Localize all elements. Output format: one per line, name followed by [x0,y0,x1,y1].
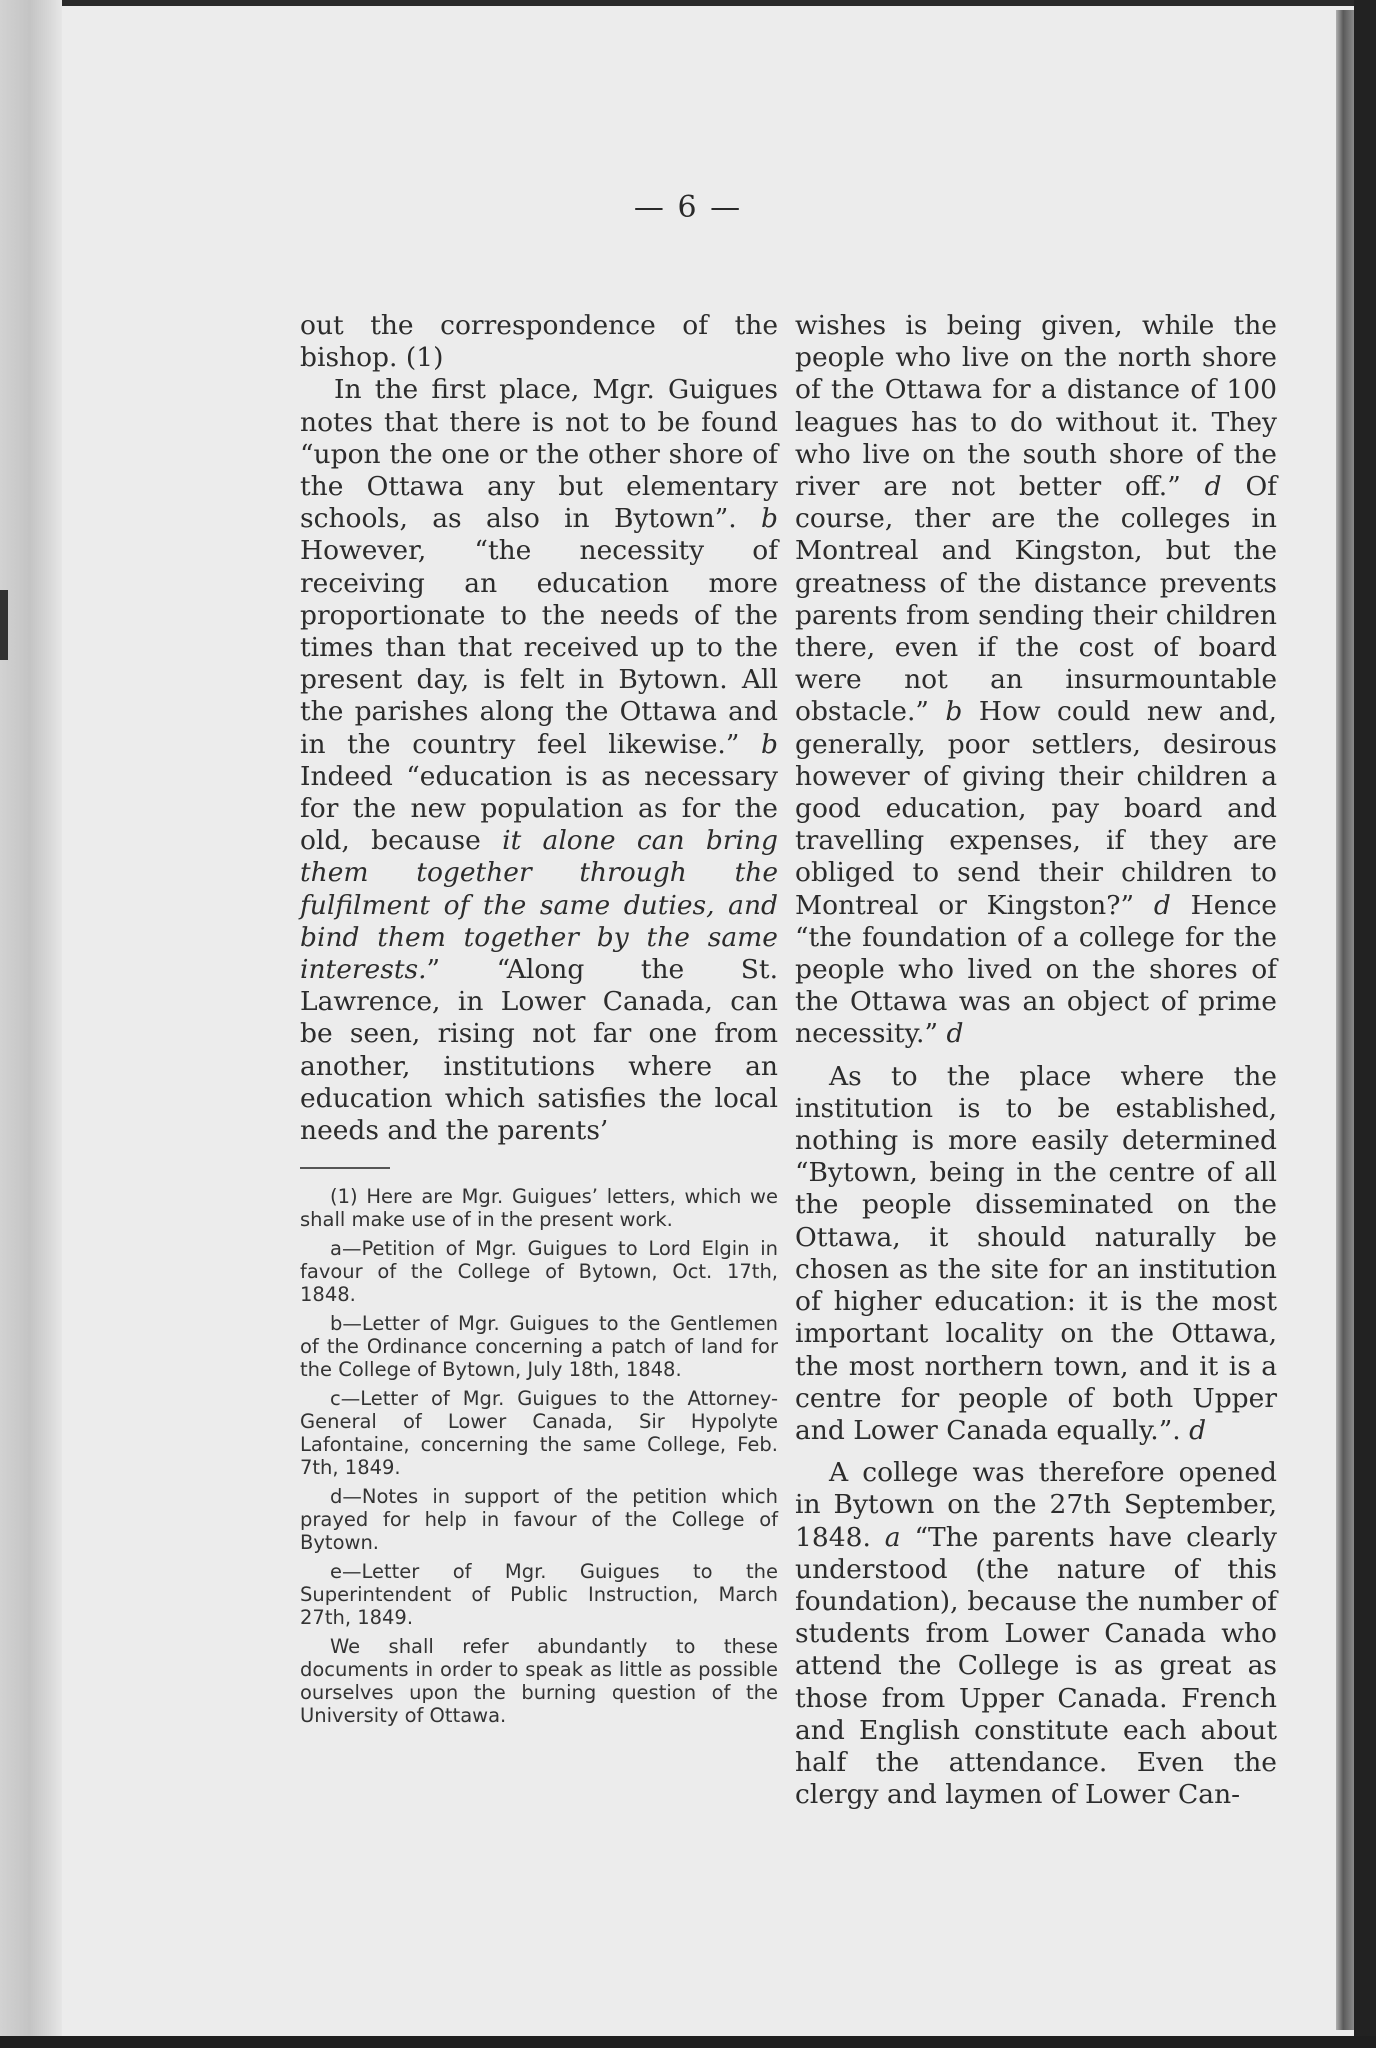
paragraph-continued: wishes is being given, while the people who live on the north shore of the Ottawa for a distance of 100 leagues has to do without it. They who live on the south shore of the river are not better off.” d Of course, ther are the colleges in Montreal and Kingston, but the greatness of the distance prevents parents from sending their children there, even if the cost of board were not an insurmountable obstacle.” b How could new and, generally, poor settlers, desirous however of giving their children a good education, pay board and travelling expenses, if they are obliged to send their children to Montreal or Kingston?” d Hence “the foundation of a college for the people who lived on the shores of the Ottawa was an object of prime necessity.” d [795,310,1277,1050]
footnote: a—Petition of Mgr. Guigues to Lord Elgin in favour of the College of Bytown, Oct. 17th, 1848. [300,1237,778,1307]
scan-right-border [1354,0,1376,2048]
footnote-ref: b [945,696,963,728]
scan-bottom-edge [0,2036,1376,2048]
left-column [300,310,778,1733]
binding-margin [0,0,62,2048]
footnote: We shall refer abundantly to these documents in order to speak as little as possible ourselves upon the burning question of the University of Ottawa. [300,1635,778,1728]
paragraph-guigues-notes: In the first place, Mgr. Guigues notes that there is not to be found “upon the one or the other shore of the Ottawa any but elementary schools, as also in Bytown”. b However, “the necessity of receiving an education more proportionate to the needs of the times than that received up to the present day, is felt in Bytown. All the parishes along the Ottawa and in the country feel likewise.” b Indeed “education is as necessary for the new population as for the old, because it alone can bring them together through the fulfilment of the same duties, and bind them together by the same interests.” “Along the St. Lawrence, in Lower Canada, can be seen, rising not far one from another, institutions where an education which satisfies the local needs and the parents’ [300,374,778,1147]
footnote-divider [300,1167,390,1169]
page-number: — 6 — [633,190,743,225]
footnotes [300,1185,778,1727]
footnote-ref: d [1153,889,1171,921]
paragraph-continued: out the correspondence of the bishop. (1) [300,310,778,374]
footnote-ref: a [884,1521,901,1553]
binding-mark [0,590,8,660]
footnote: (1) Here are Mgr. Guigues’ letters, which we shall make use of in the present work. [300,1185,778,1232]
footnote: e—Letter of Mgr. Guigues to the Superintendent of Public Instruction, March 27th, 1849. [300,1560,778,1630]
footnote-ref: d [946,1018,964,1050]
footnote-ref: b [761,503,778,535]
footnote-ref: b [761,728,778,760]
page-edge-shadow [1336,10,1354,2030]
footnote: b—Letter of Mgr. Guigues to the Gentlemen of the Ordinance concerning a patch of land for the College of Bytown, July 18th, 1848. [300,1312,778,1382]
footnote: d—Notes in support of the petition which prayed for help in favour of the College of Bytown. [300,1485,778,1555]
scan-top-edge [0,0,1376,6]
right-column [795,310,1277,1811]
footnote: c—Letter of Mgr. Guigues to the Attorney-General of Lower Canada, Sir Hypolyte Lafontaine, concerning the same College, Feb. 7th, 1849. [300,1387,778,1480]
paragraph-college-opened: A college was therefore opened in Bytown on the 27th September, 1848. a “The parents have clearly understood (the nature of this foundation), because the number of students from Lower Canada who attend the College is as great as those from Upper Canada. French and English constitute each about half the attendance. Even the clergy and laymen of Lower Can- [795,1457,1277,1811]
footnote-ref: d [1189,1414,1207,1446]
italic-quote: it alone can bring them together through the fulfilment of the same duties, and bind them together by the same interests. [300,825,778,986]
footnote-ref: d [1204,471,1222,503]
paragraph-site-bytown: As to the place where the institution is to be established, nothing is more easily determined “Bytown, being in the centre of all the people disseminated on the Ottawa, it should naturally be chosen as the site for an institution of higher education: it is the most important locality on the Ottawa, the most northern town, and it is a centre for people of both Upper and Lower Canada equally.”. d [795,1060,1277,1446]
